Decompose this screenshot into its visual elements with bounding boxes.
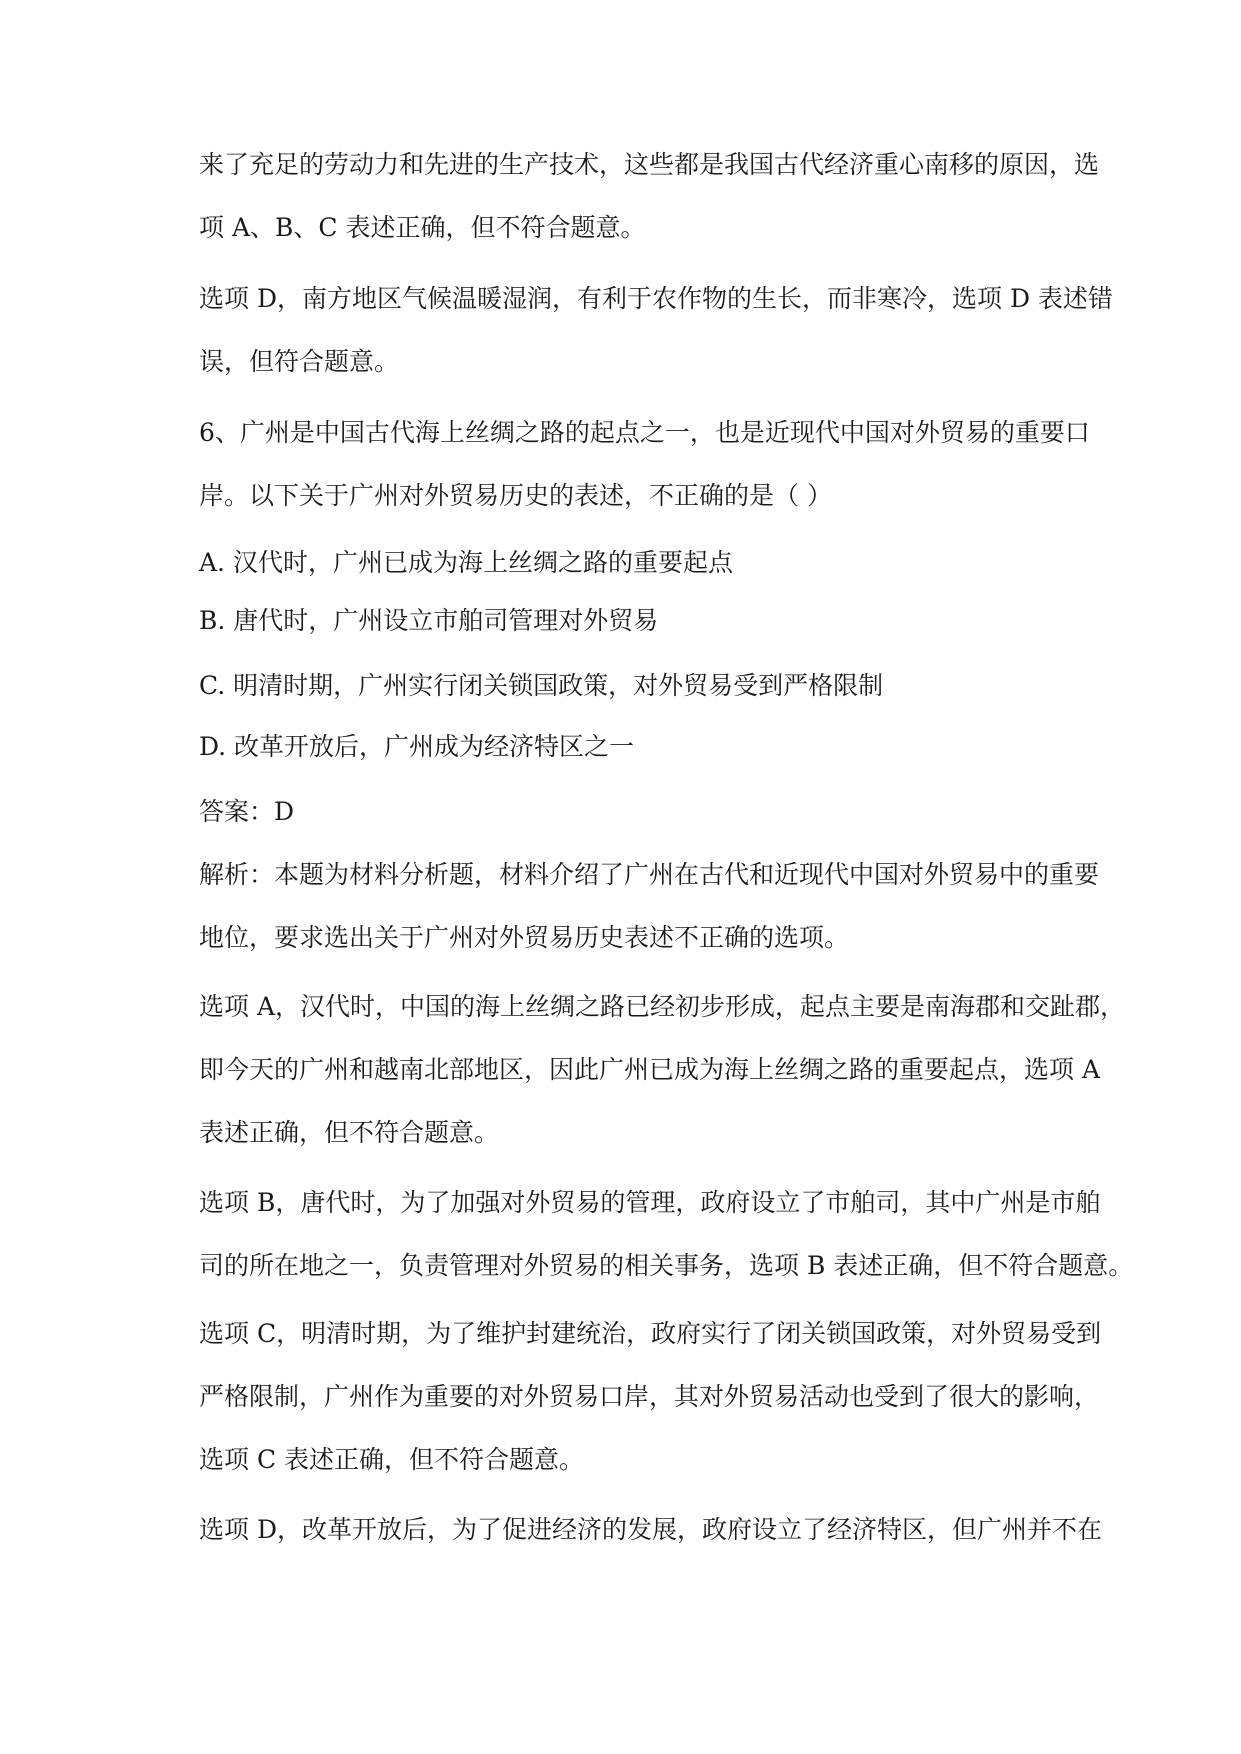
option-a: A. 汉代时，广州已成为海上丝绸之路的重要起点 (199, 548, 733, 577)
option-b: B. 唐代时，广州设立市舶司管理对外贸易 (199, 606, 659, 635)
paragraph-line: 误，但符合题意。 (199, 347, 400, 376)
analysis-line: 选项 B，唐代时，为了加强对外贸易的管理，政府设立了市舶司，其中广州是市舶 (199, 1188, 1101, 1217)
analysis-line: 选项 D，改革开放后，为了促进经济的发展，政府设立了经济特区，但广州并不在 (199, 1515, 1102, 1544)
analysis-line: 表述正确，但不符合题意。 (199, 1118, 500, 1147)
analysis-line: 选项 C 表述正确，但不符合题意。 (199, 1445, 585, 1474)
answer-line: 答案：D (199, 797, 295, 826)
paragraph-line: 项 A、B、C 表述正确，但不符合题意。 (199, 213, 646, 242)
analysis-line: 地位，要求选出关于广州对外贸易历史表述不正确的选项。 (199, 923, 850, 952)
option-d: D. 改革开放后，广州成为经济特区之一 (199, 732, 635, 761)
question-line: 岸。以下关于广州对外贸易历史的表述，不正确的是（ ） (199, 481, 832, 510)
question-line: 6、广州是中国古代海上丝绸之路的起点之一，也是近现代中国对外贸易的重要口 (199, 418, 1090, 447)
paragraph-line: 来了充足的劳动力和先进的生产技术，这些都是我国古代经济重心南移的原因，选 (199, 150, 1100, 179)
analysis-line: 即今天的广州和越南北部地区，因此广州已成为海上丝绸之路的重要起点，选项 A (199, 1055, 1101, 1084)
analysis-line: 选项 A，汉代时，中国的海上丝绸之路已经初步形成，起点主要是南海郡和交趾郡， (199, 992, 1126, 1021)
paragraph-line: 选项 D，南方地区气候温暖湿润，有利于农作物的生长，而非寒冷，选项 D 表述错 (199, 284, 1113, 313)
option-c: C. 明清时期，广州实行闭关锁国政策，对外贸易受到严格限制 (199, 671, 884, 700)
analysis-line: 选项 C，明清时期，为了维护封建统治，政府实行了闭关锁国政策，对外贸易受到 (199, 1319, 1102, 1348)
analysis-line: 严格限制，广州作为重要的对外贸易口岸，其对外贸易活动也受到了很大的影响， (199, 1382, 1100, 1411)
analysis-line: 解析：本题为材料分析题，材料介绍了广州在古代和近现代中国对外贸易中的重要 (199, 860, 1100, 889)
analysis-line: 司的所在地之一，负责管理对外贸易的相关事务，选项 B 表述正确，但不符合题意。 (199, 1251, 1134, 1280)
